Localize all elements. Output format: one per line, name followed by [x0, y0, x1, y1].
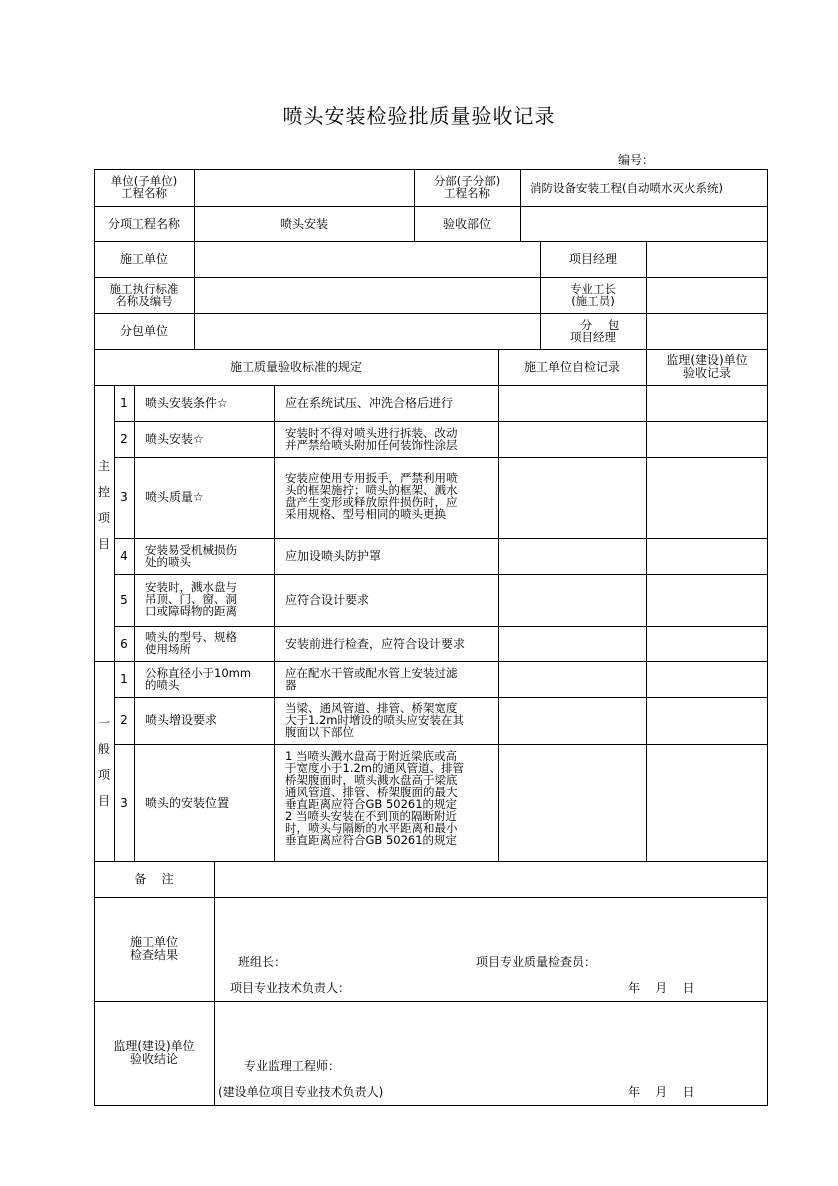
- owner-leader-label: (建设单位项目专业技术负责人): [218, 1085, 384, 1099]
- main-item-requirement: 安装应使用专用扳手，严禁利用喷 头的框架施拧；喷头的框架、溅水 盘产生变形或释放原件损伤时，应 采用规格、型号相同的喷头更换: [285, 471, 458, 521]
- subcontract-label: 分包单位: [119, 324, 168, 338]
- supervision-column-header: 监理(建设)单位 验收记录: [666, 353, 748, 380]
- supervision-conclusion-label: 监理(建设)单位 验收结论: [113, 1039, 195, 1066]
- construction-check-label: 施工单位 检查结果: [129, 935, 178, 962]
- team-leader-label: 班组长：: [238, 955, 287, 969]
- standard-label: 施工执行标准 名称及编号: [109, 282, 179, 308]
- main-item-name: 安装时，溅水盘与 吊顶、门、窗、洞 口或障碍物的距离: [145, 580, 237, 618]
- construction-date: 年 月 日: [628, 981, 695, 995]
- main-item-requirement: 应加设喷头防护罩: [285, 549, 382, 563]
- main-item-no: 6: [120, 637, 128, 651]
- self-check-column-header: 施工单位自检记录: [523, 360, 620, 374]
- general-item-no: 2: [120, 713, 128, 727]
- general-item-name: 喷头增设要求: [145, 713, 218, 727]
- subitem-value: 喷头安装: [279, 217, 328, 231]
- doc-number-label: 编号：: [618, 153, 655, 167]
- main-item-name: 喷头质量☆: [145, 490, 204, 504]
- main-control-group-label: 主 控 项 目: [97, 459, 110, 551]
- main-item-requirement: 安装时不得对喷头进行拆装、改动 并严禁给喷头附加任何装饰性涂层: [285, 426, 458, 452]
- main-item-no: 4: [120, 549, 128, 563]
- accept-part-label: 验收部位: [442, 217, 491, 231]
- general-item-requirement: 当梁、通风管道、排管、桥架宽度 大于1.2m时增设的喷头应安装在其 腹面以下部位: [285, 701, 464, 739]
- project-manager-label: 项目经理: [568, 252, 617, 266]
- general-item-name: 公称直径小于10mm 的喷头: [145, 666, 252, 692]
- construction-unit-label: 施工单位: [119, 252, 168, 266]
- unit-name-label: 单位(子单位) 工程名称: [110, 174, 178, 200]
- main-item-name: 喷头安装条件☆: [145, 396, 228, 410]
- standard-column-header: 施工质量验收标准的规定: [229, 360, 362, 374]
- main-item-name: 喷头安装☆: [145, 432, 204, 446]
- main-item-no: 2: [120, 432, 128, 446]
- remarks-label: 备 注: [134, 872, 174, 886]
- main-item-no: 1: [120, 396, 128, 410]
- main-item-requirement: 安装前进行检查，应符合设计要求: [285, 637, 466, 651]
- general-item-no: 3: [120, 796, 128, 810]
- general-item-name: 喷头的安装位置: [145, 796, 230, 810]
- general-group-label: 一 般 项 目: [97, 716, 110, 808]
- foreman-label: 专业工长 (施工员): [570, 282, 616, 308]
- tech-leader-label: 项目专业技术负责人：: [230, 981, 351, 995]
- main-item-no: 3: [120, 490, 128, 504]
- general-item-requirement: 1 当喷头溅水盘高于附近梁底或高 于宽度小于1.2m的通风管道、排管 桥架腹面时，喷头溅水盘高于梁底 通风管道、排管、桥架腹面的最大 垂直距离应符合GB 50261的规定 2 当喷头安装在不到顶的隔断附近 时，喷头与隔断的水平距离和最小 垂直距离应符合GB 50261的规定: [285, 749, 464, 847]
- sub-unit-value: 消防设备安装工程(自动喷水灭火系统): [530, 181, 723, 195]
- main-item-name: 安装易受机械损伤 处的喷头: [145, 543, 237, 569]
- main-item-no: 5: [120, 593, 128, 607]
- supervising-engineer-label: 专业监理工程师：: [244, 1059, 341, 1073]
- sub-pm-label: 分 包 项目经理: [570, 318, 626, 344]
- main-item-requirement: 应在系统试压、冲洗合格后进行: [285, 396, 454, 410]
- supervision-date: 年 月 日: [628, 1085, 695, 1099]
- main-item-name: 喷头的型号、规格 使用场所: [145, 630, 237, 656]
- general-item-requirement: 应在配水干管或配水管上安装过滤 器: [285, 666, 458, 692]
- sub-unit-label: 分部(子分部) 工程名称: [433, 174, 501, 200]
- subitem-label: 分项工程名称: [107, 217, 180, 231]
- main-item-requirement: 应符合设计要求: [285, 593, 370, 607]
- page-title: 喷头安装检验批质量验收记录: [282, 104, 556, 128]
- general-item-no: 1: [120, 672, 128, 686]
- quality-inspector-label: 项目专业质量检查员：: [476, 955, 597, 969]
